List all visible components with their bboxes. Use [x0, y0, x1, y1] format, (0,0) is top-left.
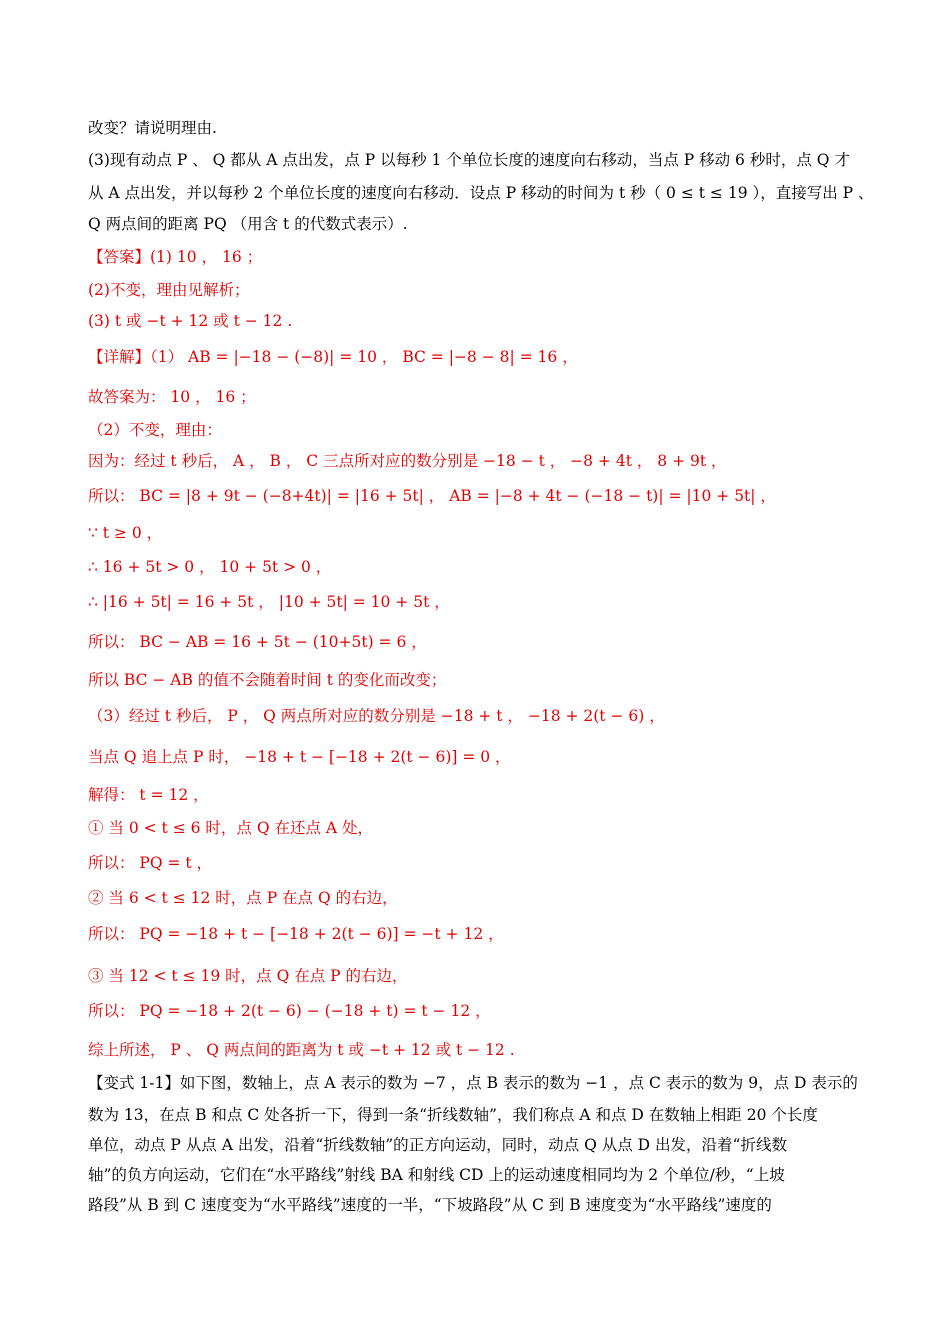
text-line: 路段”从 B 到 C 速度变为“水平路线”速度的一半，“下坡路段”从 C 到 B 速度变为“水平路线”速度的	[88, 1196, 772, 1214]
text-line: 故答案为： 10 ， 16 ；	[88, 388, 256, 406]
text-line: （2）不变，理由：	[88, 421, 222, 439]
text-line: 解得： t = 12 ，	[88, 786, 209, 804]
text-line: (2)不变，理由见解析；	[88, 281, 250, 299]
text-line: （3）经过 t 秒后， P ， Q 两点所对应的数分别是 −18 + t ， −18 + 2(t − 6) ，	[88, 707, 665, 725]
text-line: 所以： PQ = −18 + 2(t − 6) − (−18 + t) = t − 12 ，	[88, 1002, 491, 1020]
text-line: 所以： PQ = t ，	[88, 854, 213, 872]
text-line: 所以 BC − AB 的值不会随着时间 t 的变化而改变；	[88, 671, 447, 689]
text-line: 数为 13，在点 B 和点 C 处各折一下，得到一条“折线数轴”，我们称点 A 和点 D 在数轴上相距 20 个长度	[88, 1106, 818, 1124]
text-line: (3)现有动点 P 、 Q 都从 A 点出发，点 P 以每秒 1 个单位长度的速度向右移动，当点 P 移动 6 秒时，点 Q 才	[88, 151, 850, 169]
text-line: ∴ |16 + 5t| = 16 + 5t ， |10 + 5t| = 10 + 5t ，	[88, 593, 450, 611]
text-line: ∴ 16 + 5t > 0 ， 10 + 5t > 0 ，	[88, 558, 332, 576]
text-line: ③ 当 12 < t ≤ 19 时，点 Q 在点 P 的右边，	[88, 967, 408, 985]
text-line: 从 A 点出发，并以每秒 2 个单位长度的速度向右移动．设点 P 移动的时间为 t 秒（ 0 ≤ t ≤ 19 ），直接写出 P 、	[88, 184, 874, 202]
text-line: 改变？请说明理由.	[88, 119, 217, 137]
text-line: 所以： BC − AB = 16 + 5t − (10+5t) = 6 ，	[88, 633, 427, 651]
text-line: 当点 Q 追上点 P 时， −18 + t − [−18 + 2(t − 6)] = 0 ，	[88, 748, 511, 766]
text-line: 【详解】（1） AB = |−18 − (−8)| = 10 ， BC = |−8 − 8| = 16 ，	[88, 348, 578, 366]
text-line: 【答案】(1) 10 ， 16 ；	[88, 248, 263, 266]
text-line: 所以： PQ = −18 + t − [−18 + 2(t − 6)] = −t + 12 ，	[88, 925, 504, 943]
text-line: ② 当 6 < t ≤ 12 时，点 P 在点 Q 的右边，	[88, 889, 398, 907]
text-line: 所以： BC = |8 + 9t − (−8+4t)| = |16 + 5t| ， AB = |−8 + 4t − (−18 − t)| = |10 + 5t| ，	[88, 487, 776, 505]
text-line: ① 当 0 < t ≤ 6 时，点 Q 在还点 A 处，	[88, 819, 374, 837]
text-line: (3) t 或 −t + 12 或 t − 12 .	[88, 312, 293, 330]
text-line: ∵ t ≥ 0 ，	[88, 524, 163, 542]
text-line: 【变式 1-1】如下图，数轴上，点 A 表示的数为 −7 ，点 B 表示的数为 −1 ，点 C 表示的数为 9，点 D 表示的	[88, 1074, 858, 1092]
text-line: 因为：经过 t 秒后， A ， B ， C 三点所对应的数分别是 −18 − t ， −8 + 4t ， 8 + 9t ，	[88, 452, 727, 470]
text-line: 轴”的负方向运动，它们在“水平路线”射线 BA 和射线 CD 上的运动速度相同均为 2 个单位/秒，“上坡	[88, 1166, 785, 1184]
text-line: Q 两点间的距离 PQ （用含 t 的代数式表示）.	[88, 215, 408, 233]
text-line: 单位，动点 P 从点 A 出发，沿着“折线数轴”的正方向运动，同时，动点 Q 从点 D 出发，沿着“折线数	[88, 1136, 787, 1154]
text-line: 综上所述， P 、 Q 两点间的距离为 t 或 −t + 12 或 t − 12 .	[88, 1041, 515, 1059]
